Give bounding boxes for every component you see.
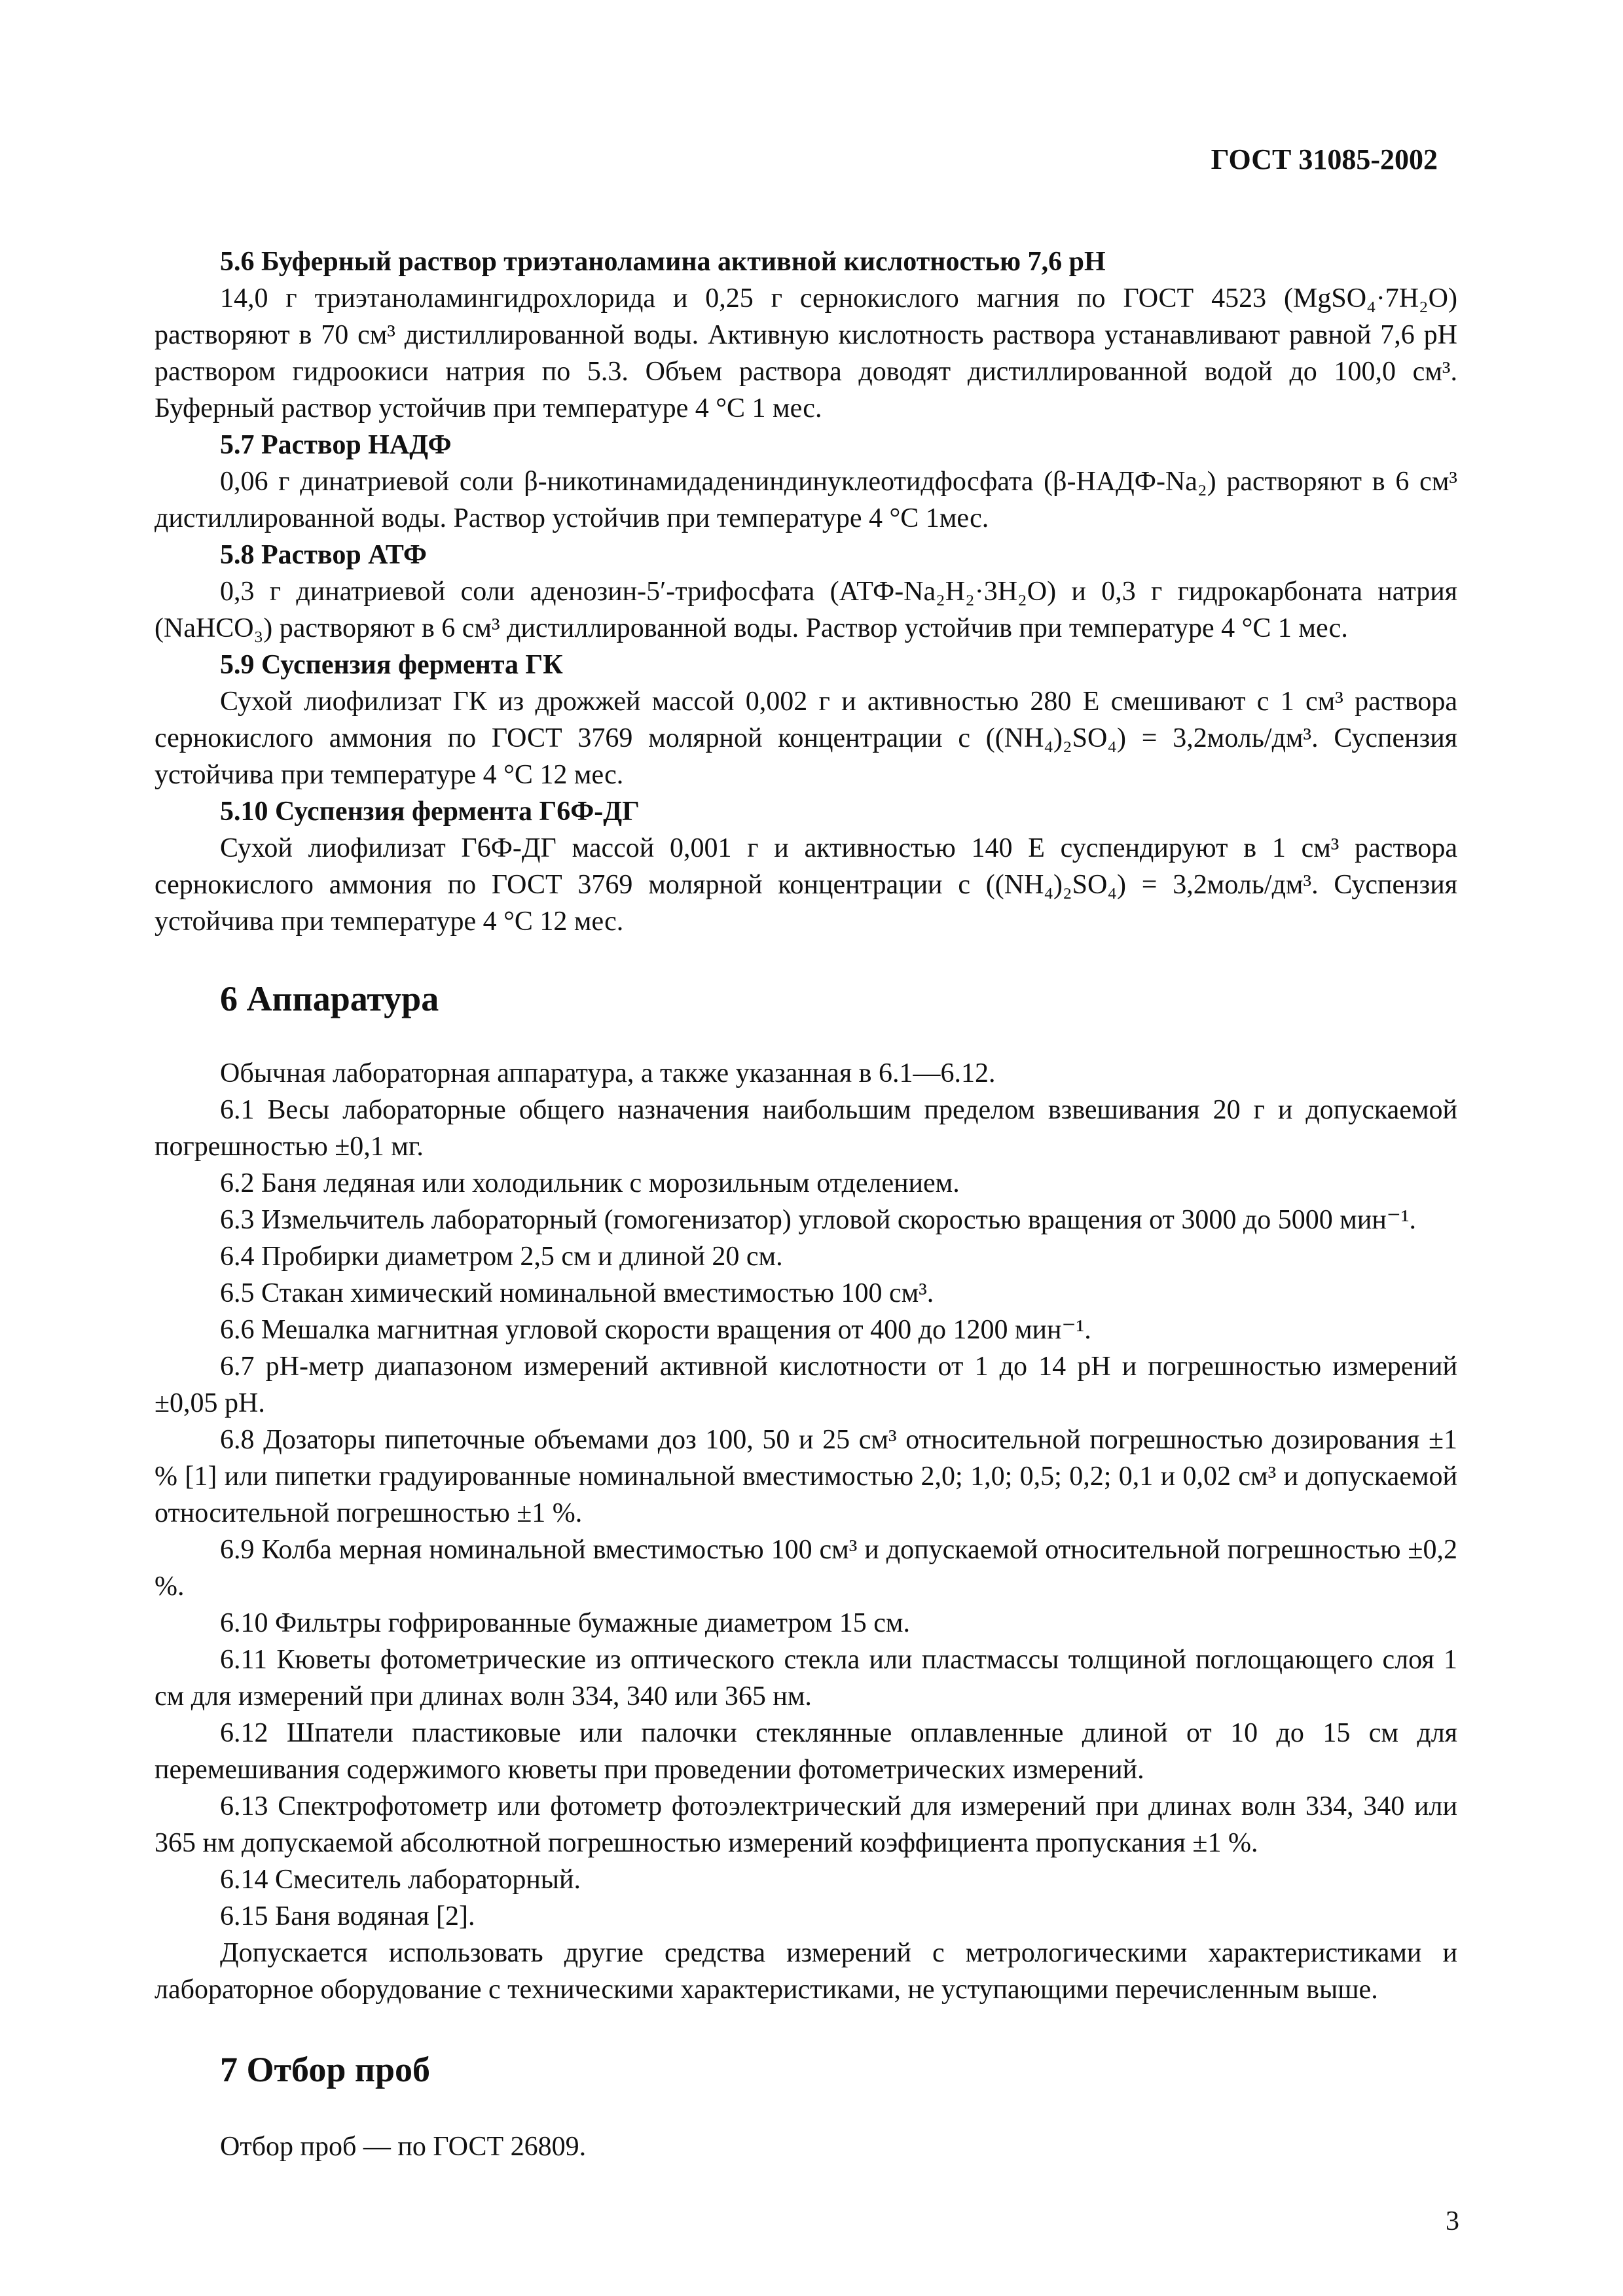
apparatus-outro: Допускается использовать другие средства измерений с метрологическими характеристиками и лабораторное оборудование с техническими характеристиками, не уступающими перечисленным выше. — [155, 1938, 1457, 2005]
apparatus-intro: Обычная лабораторная аппаратура, а также указанная в 6.1—6.12. — [220, 1058, 996, 1088]
document-code: ГОСТ 31085-2002 — [1211, 143, 1438, 175]
sampling-text: Отбор проб — по ГОСТ 26809. — [220, 2132, 587, 2162]
clause-text-5-7: 0,06 г динатриевой соли β-никотинамидадениндинуклеотидфосфата (β-НАДФ-Na₂) растворяют в 6 см³ дистиллированной воды. Раствор устойчив при температуре 4 °С 1мес. — [155, 467, 1457, 533]
clause-text-5-6: 14,0 г триэтаноламингидрохлорида и 0,25 г сернокислого магния по ГОСТ 4523 (MgSO₄·7H₂O) растворяют в 70 см³ дистиллированной воды. Активную кислотность раствора устанавливают равной 7,6 pH раствором гидроокиси натрия по 5.3. Объем раствора доводят дистиллированной водой до 100,0 см³. Буферный раствор устойчив при температуре 4 °С 1 мес. — [155, 283, 1457, 423]
clause-text-5-8: 0,3 г динатриевой соли аденозин-5′-трифосфата (АТФ-Na₂H₂·3H₂O) и 0,3 г гидрокарбоната натрия (NaHCO₃) растворяют в 6 см³ дистиллированной воды. Раствор устойчив при температуре 4 °С 1 мес. — [155, 577, 1457, 643]
apparatus-item: 6.15 Баня водяная [2]. — [220, 1901, 475, 1931]
clause-heading-5-9: 5.9 Суспензия фермента ГК — [220, 650, 563, 680]
apparatus-item: 6.2 Баня ледяная или холодильник с морозильным отделением. — [220, 1168, 960, 1198]
apparatus-item: 6.14 Смеситель лабораторный. — [220, 1865, 581, 1895]
apparatus-item: 6.8 Дозаторы пипеточные объемами доз 100, 50 и 25 см³ относительной погрешностью дозирования ±1 % [1] или пипетки градуированные номинальной вместимостью 2,0; 1,0; 0,5; 0,2; 0,1 и 0,02 см³ и допускаемой относительной погрешностью ±1 %. — [155, 1425, 1457, 1528]
clause-heading-5-7: 5.7 Раствор НАДФ — [220, 430, 452, 460]
clause-heading-5-10: 5.10 Суспензия фермента Г6Ф-ДГ — [220, 797, 640, 827]
apparatus-item: 6.7 pH-метр диапазоном измерений активной кислотности от 1 до 14 pH и погрешностью измерений ±0,05 pH. — [155, 1352, 1457, 1418]
apparatus-item: 6.6 Мешалка магнитная угловой скорости вращения от 400 до 1200 мин⁻¹. — [220, 1315, 1091, 1345]
clause-text-5-9: Сухой лиофилизат ГК из дрожжей массой 0,002 г и активностью 280 Е смешивают с 1 см³ раствора сернокислого аммония по ГОСТ 3769 молярной концентрации c ((NH₄)₂SO₄) = 3,2моль/дм³. Суспензия устойчива при температуре 4 °С 12 мес. — [155, 687, 1457, 790]
apparatus-item: 6.9 Колба мерная номинальной вместимостью 100 см³ и допускаемой относительной погрешностью ±0,2 %. — [155, 1535, 1457, 1602]
clause-text-5-10: Сухой лиофилизат Г6Ф-ДГ массой 0,001 г и активностью 140 Е суспендируют в 1 см³ раствора сернокислого аммония по ГОСТ 3769 молярной концентрации c ((NH₄)₂SO₄) = 3,2моль/дм³. Суспензия устойчива при температуре 4 °С 12 мес. — [155, 833, 1457, 937]
apparatus-item: 6.12 Шпатели пластиковые или палочки стеклянные оплавленные длиной от 10 до 15 см для перемешивания содержимого кюветы при проведении фотометрических измерений. — [155, 1718, 1457, 1785]
clause-heading-5-6: 5.6 Буферный раствор триэтаноламина активной кислотностью 7,6 pH — [220, 247, 1106, 277]
apparatus-item: 6.10 Фильтры гофрированные бумажные диаметром 15 см. — [220, 1608, 910, 1638]
apparatus-item: 6.4 Пробирки диаметром 2,5 см и длиной 20 см. — [220, 1242, 783, 1272]
section-title-apparatus: 6 Аппаратура — [220, 979, 439, 1018]
page-number: 3 — [1446, 2206, 1459, 2236]
apparatus-item: 6.5 Стакан химический номинальной вместимостью 100 см³. — [220, 1278, 934, 1308]
apparatus-item: 6.13 Спектрофотометр или фотометр фотоэлектрический для измерений при длинах волн 334, 340 или 365 нм допускаемой абсолютной погрешностью измерений коэффициента пропускания ±1 %. — [155, 1791, 1457, 1858]
apparatus-item: 6.3 Измельчитель лабораторный (гомогенизатор) угловой скоростью вращения от 3000 до 5000 мин⁻¹. — [220, 1205, 1417, 1235]
apparatus-item: 6.11 Кюветы фотометрические из оптического стекла или пластмассы толщиной поглощающего слоя 1 см для измерений при длинах волн 334, 340 или 365 нм. — [155, 1645, 1457, 1712]
apparatus-item: 6.1 Весы лабораторные общего назначения наибольшим пределом взвешивания 20 г и допускаемой погрешностью ±0,1 мг. — [155, 1095, 1457, 1162]
section-title-sampling: 7 Отбор проб — [220, 2050, 430, 2089]
page-content — [155, 243, 1457, 2165]
clause-heading-5-8: 5.8 Раствор АТФ — [220, 540, 427, 570]
